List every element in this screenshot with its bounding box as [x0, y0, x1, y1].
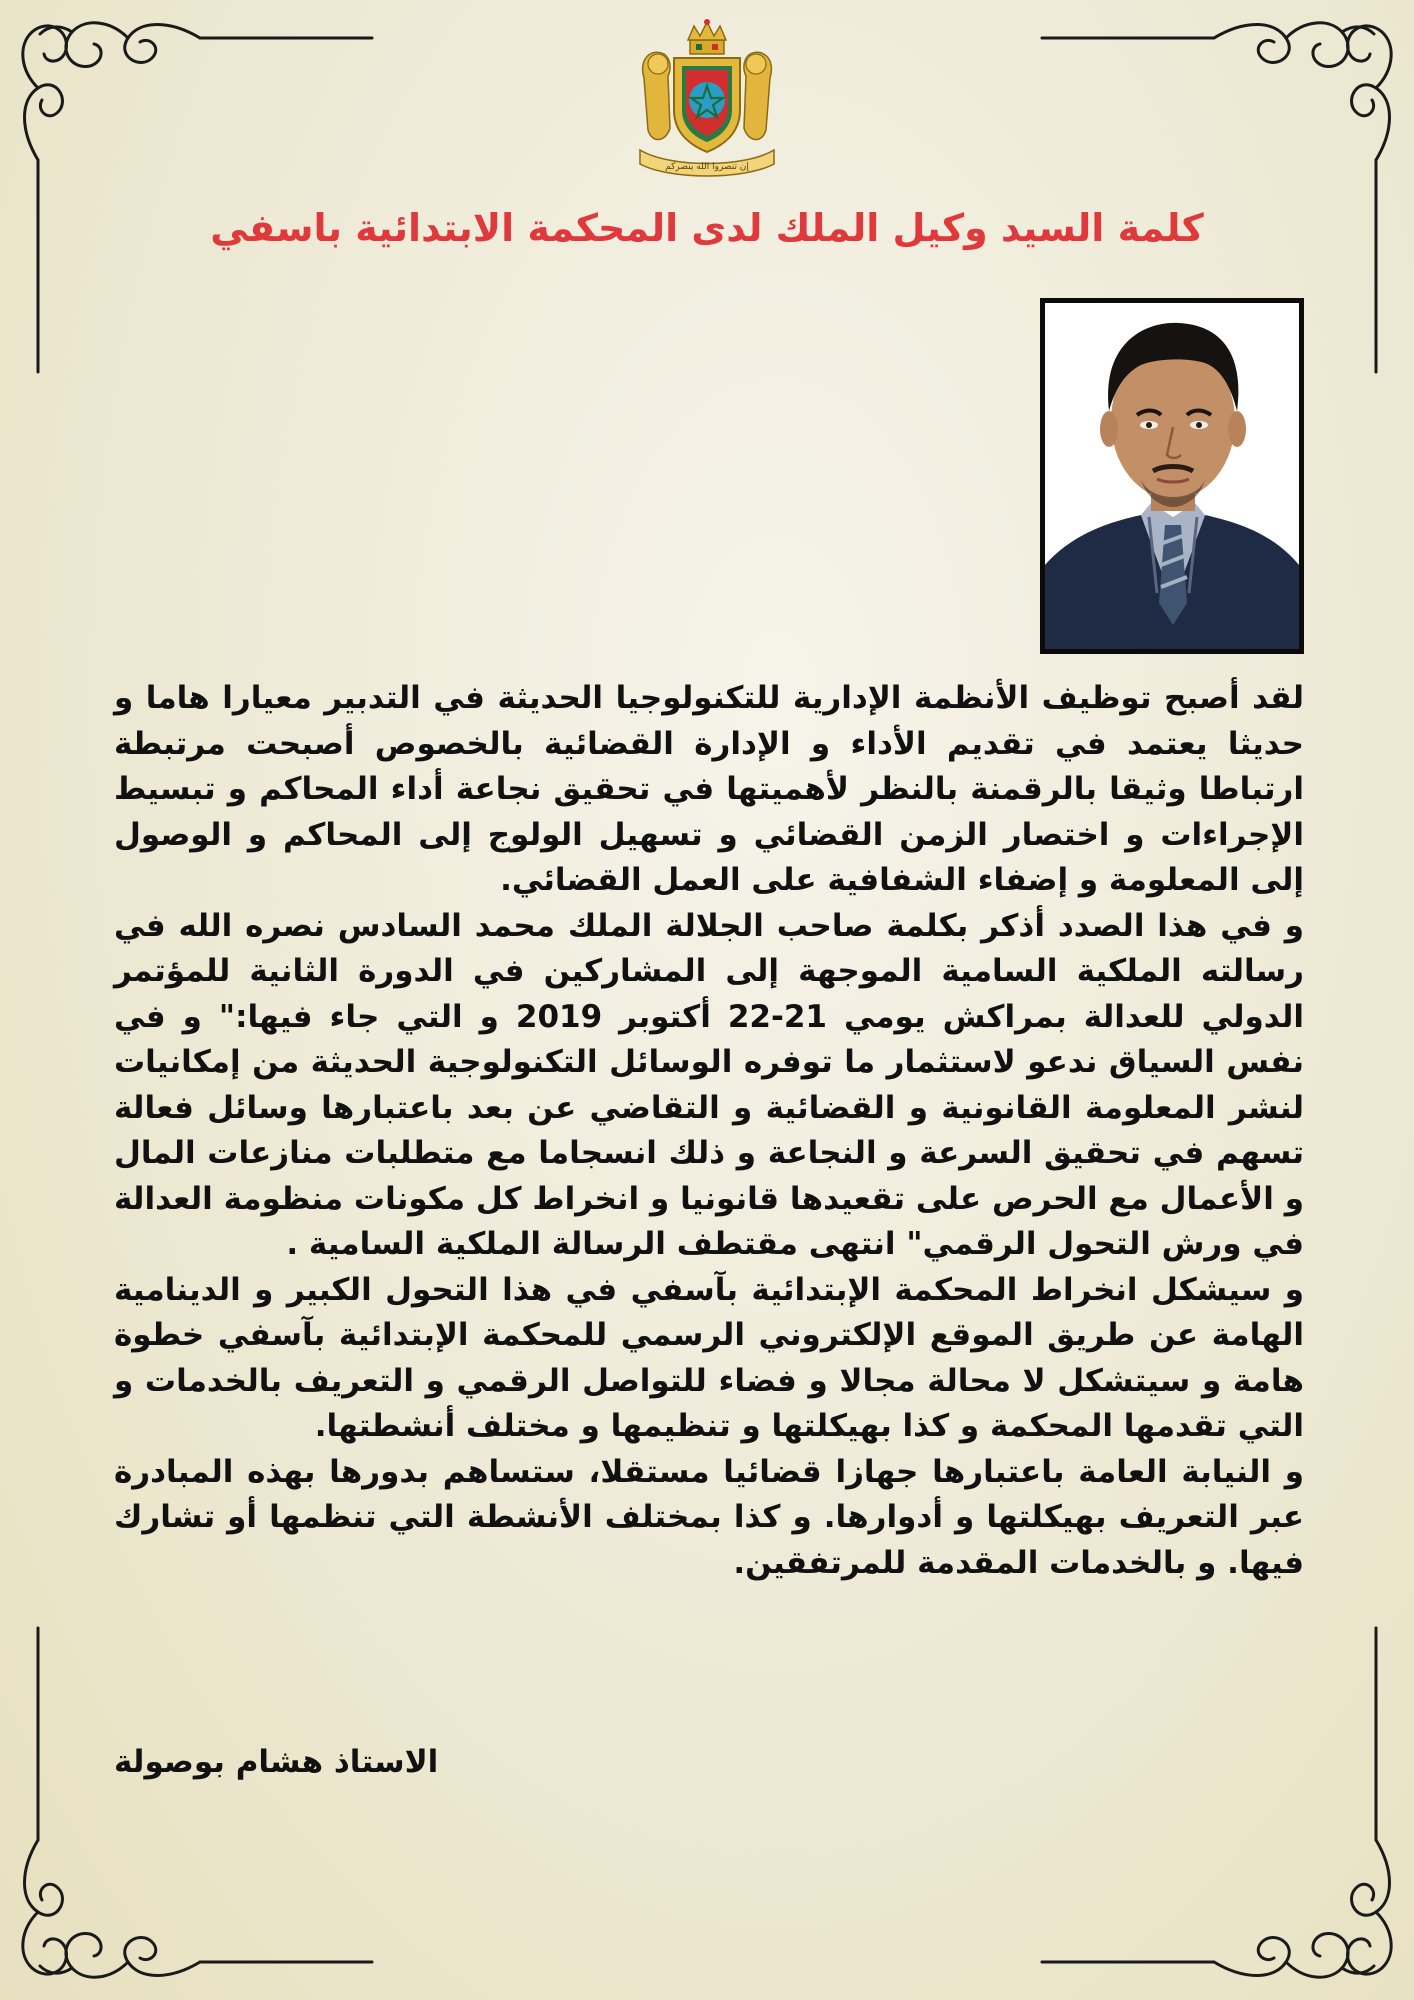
- lion-left-icon: [643, 52, 671, 139]
- royal-emblem-icon: [630, 18, 784, 184]
- corner-ornament-bottom-right: [1042, 1628, 1391, 1977]
- body-paragraph-2: و في هذا الصدد أذكر بكلمة صاحب الجلالة الملك محمد السادس نصره الله في رسالته الملكية السامية الموجهة إلى المشاركين في الدورة الثانية للمؤتمر الدولي للعدالة بمراكش يومي 21-22 أكتوبر 2019 و التي جاء فيها:" و في نفس السياق ندعو لاستثمار ما توفره الوسائل التكنولوجية الحديثة من إمكانيات لنشر المعلومة القانونية و القضائية و التقاضي عن بعد باعتبارها وسائل فعالة تسهم في تحقيق السرعة و النجاعة و ذلك انسجاما مع متطلبات منازعات المال و الأعمال مع الحرص على تقعيدها قانونيا و انخراط كل مكونات منظومة العدالة في ورش التحول الرقمي" انتهى مقتطف الرسالة الملكية السامية .: [114, 907, 1304, 1262]
- motto-ribbon: [640, 150, 774, 176]
- shield-icon: [674, 58, 740, 152]
- emblem-motto: إن تنصروا الله ينصركم: [665, 162, 749, 172]
- crown-icon: [688, 19, 726, 54]
- letter-body: [114, 676, 1304, 1586]
- page-title: كلمة السيد وكيل الملك لدى المحكمة الابتدائية باسفي: [210, 206, 1204, 250]
- signature-name: الاستاذ هشام بوصولة: [114, 1744, 439, 1780]
- person-portrait-icon: [1045, 303, 1299, 649]
- body-paragraph-4: و النيابة العامة باعتبارها جهازا قضائيا مستقلا، ستساهم بدورها بهذه المبادرة عبر التعريف بهيكلتها و أدوارها. و كذا بمختلف الأنشطة التي تنظمها أو تشارك فيها. و بالخدمات المقدمة للمرتفقين.: [114, 1453, 1304, 1581]
- body-paragraph-3: و سيشكل انخراط المحكمة الإبتدائية بآسفي في هذا التحول الكبير و الدينامية الهامة عن طريق الموقع الإلكتروني الرسمي للمحكمة الإبتدائية بآسفي خطوة هامة و سيتشكل لا محالة مجالا و فضاء للتواصل الرقمي و التعريف بالخدمات و التي تقدمها المحكمة و كذا بهيكلتها و تنظيمها و مختلف أنشطتها.: [114, 1271, 1304, 1444]
- portrait-photo: [1040, 298, 1304, 654]
- lion-right-icon: [744, 52, 772, 139]
- body-paragraph-1: لقد أصبح توظيف الأنظمة الإدارية للتكنولوجيا الحديثة في التدبير معيارا هاما و حديثا يعتمد في تقديم الأداء و الإدارة القضائية بالخصوص أصبحت مرتبطة ارتباطا وثيقا بالرقمنة بالنظر لأهميتها في تحقيق نجاعة أداء المحاكم و تبسيط الإجراءات و اختصار الزمن القضائي و تسهيل الولوج إلى المحاكم و الوصول إلى المعلومة و إضفاء الشفافية على العمل القضائي.: [114, 680, 1304, 898]
- corner-ornament-bottom-left: [23, 1628, 372, 1977]
